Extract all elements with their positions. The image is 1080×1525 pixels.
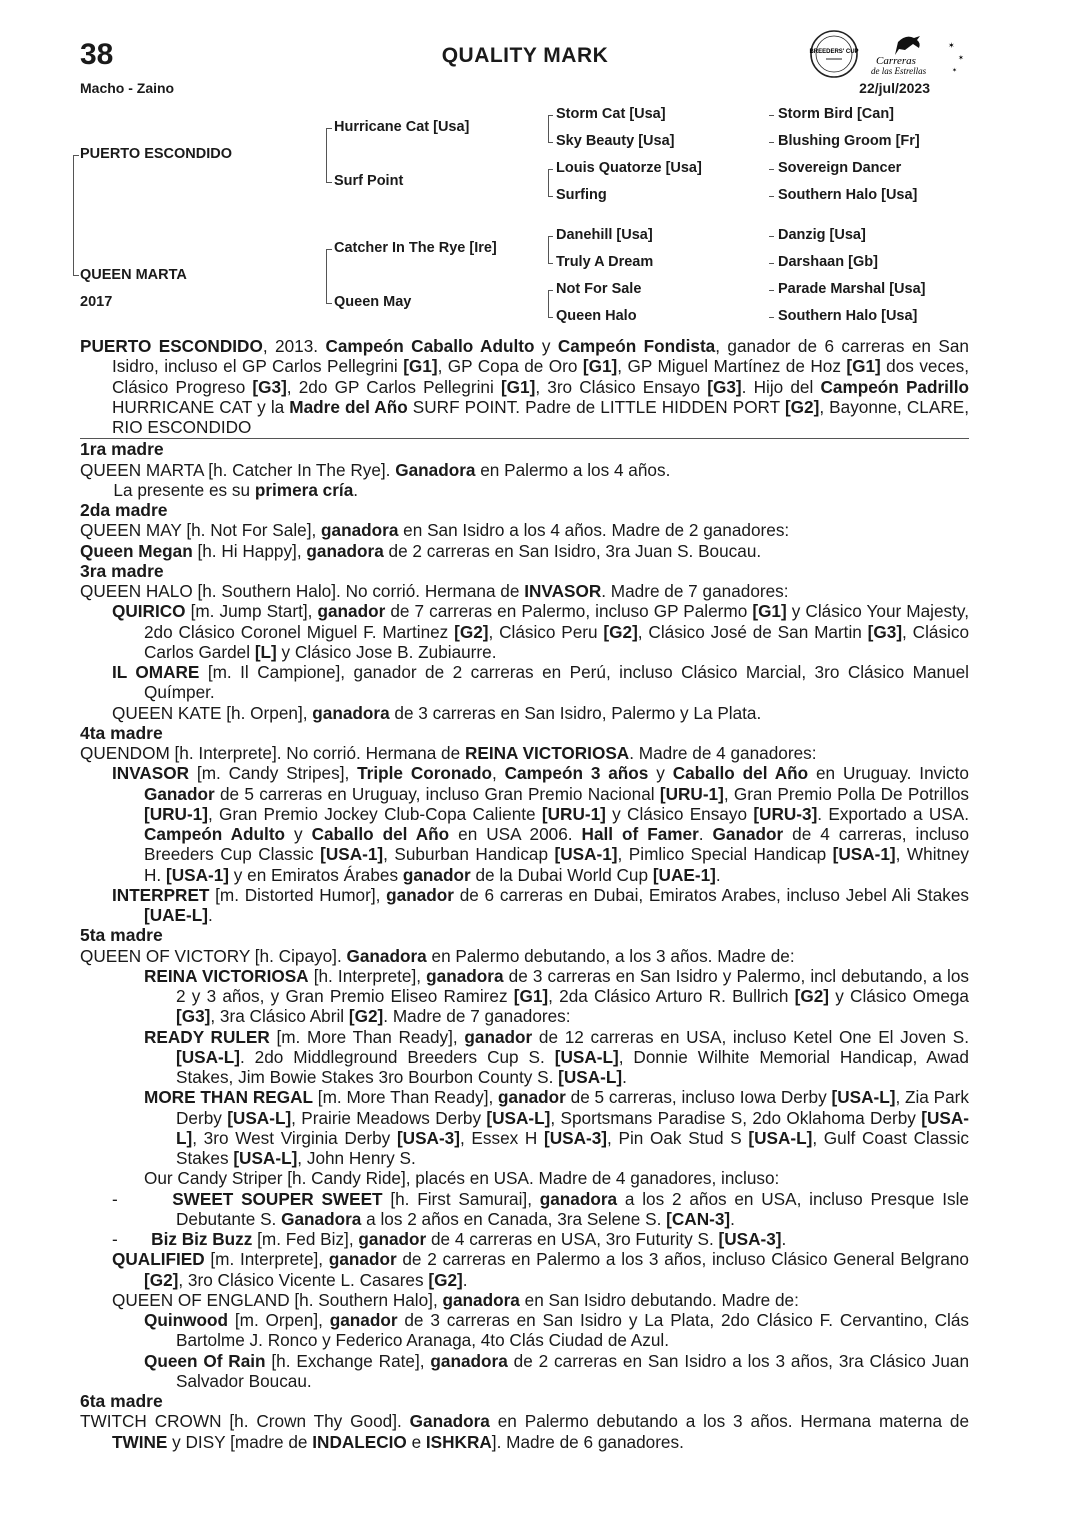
family-entry: - SWEET SOUPER SWEET [h. First Samurai], ganadora a los 2 años en USA, incluso Presque Isle Debutante S. Ganadora a los 2 años en Canada, 3ra Selene S. [CAN-3]. xyxy=(112,1188,969,1229)
pedigree-gen3-2: Sky Beauty [Usa] xyxy=(556,133,675,149)
svg-text:✶: ✶ xyxy=(948,41,955,50)
pedigree-gen2-4: Queen May xyxy=(334,294,412,310)
pedigree-gen2-3: Catcher In The Rye [Ire] xyxy=(334,240,497,256)
family-entry: QUALIFIED [m. Interprete], ganador de 2 carreras en Palermo a los 3 años, incluso Clásico General Belgrano [G2], 3ro Clásico Vicente L. Casares [G2]. xyxy=(112,1249,969,1290)
family-entry: READY RULER [m. More Than Ready], ganador de 12 carreras en USA, incluso Ketel One El Joven S. [USA-L]. 2do Middleground Breeders Cup S. [USA-L], Donnie Wilhite Memorial Handicap, Awad Stakes, Jim Bowie Stakes 3ro Bourbon County S. [USA-L]. xyxy=(144,1026,969,1087)
family-entry: La presente es su primera cría. xyxy=(80,479,359,500)
dam-heading: 4ta madre xyxy=(80,722,163,743)
pedigree-gen4-7: Parade Marshal [Usa] xyxy=(778,281,926,297)
logo-text-carreras: Carreras xyxy=(876,55,916,67)
family-entry: QUEEN MARTA [h. Catcher In The Rye]. Ganadora en Palermo a los 4 años. xyxy=(80,459,671,480)
pedigree-gen3-1: Storm Cat [Usa] xyxy=(556,106,666,122)
family-entry: TWITCH CROWN [h. Crown Thy Good]. Ganadora en Palermo debutando a los 3 años. Hermana materna de TWINE y DISY [madre de INDALECIO e ISHKRA]. Madre de 6 ganadores. xyxy=(80,1411,970,1452)
sale-date: 22/jul/2023 xyxy=(859,80,930,96)
family-entry: QUEEN OF ENGLAND [h. Southern Halo], ganadora en San Isidro debutando. Madre de: xyxy=(112,1289,799,1310)
dam-heading: 1ra madre xyxy=(80,439,164,460)
pedigree-gen3-7: Not For Sale xyxy=(556,281,642,297)
family-entry: QUIRICO [m. Jump Start], ganador de 7 carreras en Palermo, incluso GP Palermo [G1] y Clásico Your Majesty, 2do Clásico Coronel Miguel F. Martinez [G2], Clásico Peru [G2], Clásico José de San Martin [G3], Clásico Carlos Gardel [L] y Clásico Jose B. Zubiaurre. xyxy=(112,601,970,662)
pedigree-sire: PUERTO ESCONDIDO xyxy=(80,146,233,162)
pedigree-gen4-5: Danzig [Usa] xyxy=(778,227,866,243)
pedigree-gen4-4: Southern Halo [Usa] xyxy=(778,187,918,203)
pedigree-gen3-8: Queen Halo xyxy=(556,308,637,324)
family-entry: - Biz Biz Buzz [m. Fed Biz], ganador de 4 carreras en USA, 3ro Futurity S. [USA-3]. xyxy=(112,1229,787,1249)
pedigree-gen4-2: Blushing Groom [Fr] xyxy=(778,133,920,149)
family-entry: INTERPRET [m. Distorted Humor], ganador de 6 carreras en Dubai, Emiratos Arabes, incluso Jebel Ali Stakes [UAE-L]. xyxy=(112,884,969,925)
family-entry: QUEEN HALO [h. Southern Halo]. No corrió. Hermana de INVASOR. Madre de 7 ganadores: xyxy=(80,581,789,601)
family-entry: QUEEN KATE [h. Orpen], ganadora de 3 carreras en San Isidro, Palermo y La Plata. xyxy=(112,702,762,723)
svg-text:✶: ✶ xyxy=(952,68,958,74)
pedigree-gen3-6: Truly A Dream xyxy=(556,254,654,270)
pedigree-gen3-3: Louis Quatorze [Usa] xyxy=(556,160,702,176)
family-entry: Queen Megan [h. Hi Happy], ganadora de 2 carreras en San Isidro, 3ra Juan S. Boucau. xyxy=(80,540,762,561)
family-entry: IL OMARE [m. Il Campione], ganador de 2 carreras en Perú, incluso Clásico Marcial, 3ro Clásico Manuel Químper. xyxy=(112,662,969,703)
pedigree-gen4-1: Storm Bird [Can] xyxy=(778,106,894,122)
family-entry: REINA VICTORIOSA [h. Interprete], ganadora de 3 carreras en San Isidro y Palermo, incl debutando, a los 2 y 3 años, y Gran Premio Eliseo Ramirez [G1], 2da Clásico Arturo R. Bullrich [G2] y Clásico Omega [G3], 3ra Clásico Abril [G2]. Madre de 7 ganadores: xyxy=(144,965,969,1027)
family-entry: Our Candy Striper [h. Candy Ride], placés en USA. Madre de 4 ganadores, incluso: xyxy=(144,1168,780,1189)
sex-color: Macho - Zaino xyxy=(80,80,175,96)
catalogue-body xyxy=(80,336,969,1452)
family-entry: QUEEN MAY [h. Not For Sale], ganadora en San Isidro a los 4 años. Madre de 2 ganadores: xyxy=(80,520,790,541)
pedigree-gen4-3: Sovereign Dancer xyxy=(778,160,902,176)
dam-heading: 2da madre xyxy=(80,500,168,520)
dam-heading: 3ra madre xyxy=(80,560,164,581)
dam-heading: 5ta madre xyxy=(80,925,163,946)
pedigree-gen4-8: Southern Halo [Usa] xyxy=(778,308,918,324)
svg-text:✶: ✶ xyxy=(958,55,964,62)
lot-number: 38 xyxy=(80,38,114,71)
female-family-sections xyxy=(80,439,969,1452)
family-entry: Quinwood [m. Orpen], ganador de 3 carreras en San Isidro y La Plata, 2do Clásico F. Cervantino, Clás Bartolme J. Ronco y Federico Aranaga, 4to Clás Ciudad de Azul. xyxy=(144,1310,969,1351)
seal-text: BREEDERS' CUP xyxy=(809,49,859,55)
pedigree-dam: QUEEN MARTA xyxy=(80,267,187,283)
pedigree-gen3-4: Surfing xyxy=(556,187,607,203)
pedigree-gen2-1: Hurricane Cat [Usa] xyxy=(334,119,470,135)
family-entry: MORE THAN REGAL [m. More Than Ready], ganador de 5 carreras, incluso Iowa Derby [USA-L], Zia Park Derby [USA-L], Prairie Meadows Derby [USA-L], Sportsmans Paradise S, 2do Oklahoma Derby [USA-L], 3ro West Virginia Derby [USA-3], Essex H [USA-3], Pin Oak Stud S [USA-L], Gulf Coast Classic Stakes [USA-L], John Henry S. xyxy=(144,1087,969,1168)
dam-heading: 6ta madre xyxy=(80,1391,163,1411)
family-entry: Queen Of Rain [h. Exchange Rate], ganadora de 2 carreras en San Isidro a los 3 años, 3ra Clásico Juan Salvador Boucau. xyxy=(144,1350,970,1391)
family-entry: QUEEN OF VICTORY [h. Cipayo]. Ganadora en Palermo debutando, a los 3 años. Madre de: xyxy=(80,945,795,966)
carreras-de-las-estrellas-logo xyxy=(808,28,970,80)
sire-note: PUERTO ESCONDIDO, 2013. Campeón Caballo Adulto y Campeón Fondista, ganador de 6 carreras en San Isidro, incluso el GP Carlos Pellegrini [G1], GP Copa de Oro [G1], GP Miguel Martínez de Hoz [G1] dos veces, Clásico Progreso [G3], 2do GP Carlos Pellegrini [G1], 3ro Clásico Ensayo [G3]. Hijo del Campeón Padrillo HURRICANE CAT y la Madre del Año SURF POINT. Padre de LITTLE HIDDEN PORT [G2], Bayonne, CLARE, RIO ESCONDIDO xyxy=(80,336,970,437)
family-entry: QUENDOM [h. Interprete]. No corrió. Hermana de REINA VICTORIOSA. Madre de 4 ganadores: xyxy=(80,743,817,763)
family-entry: INVASOR [m. Candy Stripes], Triple Coronado, Campeón 3 años y Caballo del Año en Uruguay. Invicto Ganador de 5 carreras en Uruguay, incluso Gran Premio Nacional [URU-1], Gran Premio Polla De Potrillos [URU-1], Gran Premio Jockey Club-Copa Caliente [URU-1] y Clásico Ensayo [URU-3]. Exportado a USA. Campeón Adulto y Caballo del Año en USA 2006. Hall of Famer. Ganador de 4 carreras, incluso Breeders Cup Classic [USA-1], Suburban Handicap [USA-1], Pimlico Special Handicap [USA-1], Whitney H. [USA-1] y en Emiratos Árabes ganador de la Dubai World Cup [UAE-1]. xyxy=(112,763,970,885)
horse-name-title: QUALITY MARK xyxy=(441,44,609,67)
pedigree-gen2-2: Surf Point xyxy=(334,173,404,189)
logo-text-estrellas: de las Estrellas xyxy=(871,66,927,76)
pedigree-year: 2017 xyxy=(80,294,113,310)
pedigree-gen3-5: Danehill [Usa] xyxy=(556,227,653,243)
pedigree-gen4-6: Darshaan [Gb] xyxy=(778,254,878,270)
